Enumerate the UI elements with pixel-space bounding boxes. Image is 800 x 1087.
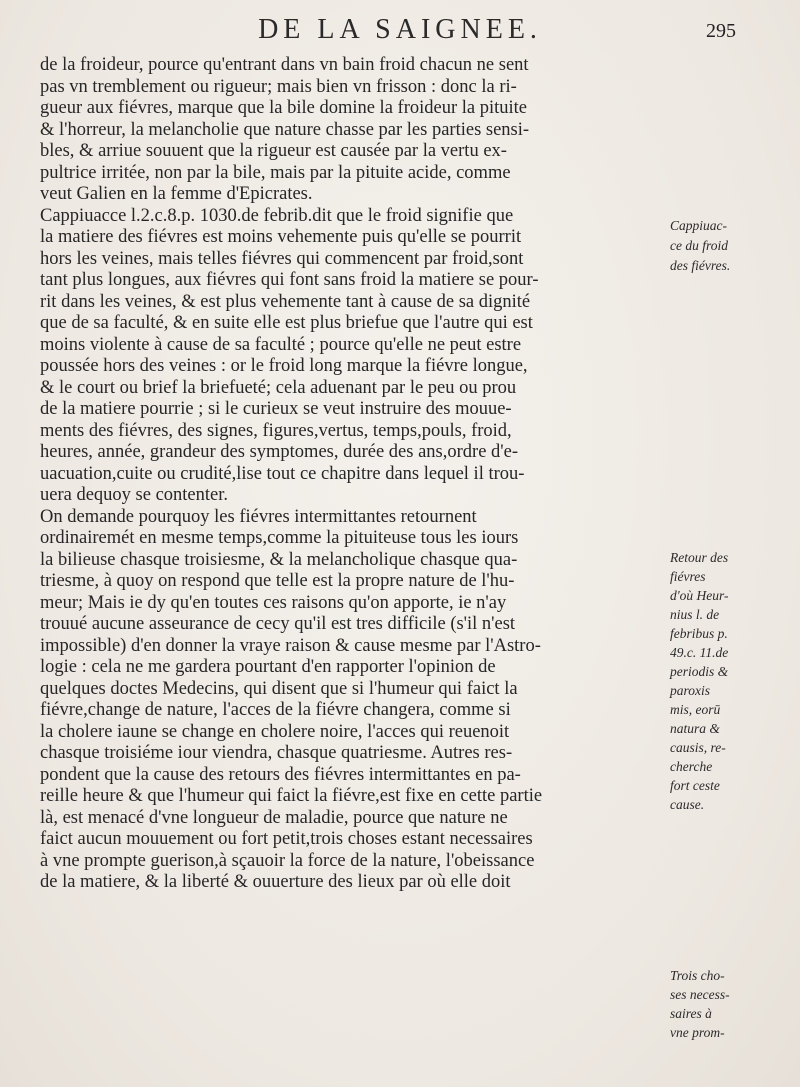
text-line: & l'horreur, la melancholie que nature chasse par les parties sensi- — [40, 119, 530, 140]
text-line: moins violente à cause de sa faculté ; pource qu'elle ne peut estre — [40, 334, 522, 355]
page-number: 295 — [706, 20, 736, 42]
text-line: uera dequoy se contenter. — [40, 485, 229, 505]
margin-note: 49.c. 11.de — [670, 645, 729, 660]
margin-note: cause. — [670, 797, 705, 812]
text-line: bles, & arriue souuent que la rigueur est causée par la vertu ex- — [40, 141, 507, 161]
margin-note: paroxis — [670, 683, 710, 698]
margin-note: ce du froid — [670, 238, 728, 253]
margin-note: fort ceste — [670, 778, 720, 793]
text-line: la cholere iaune se change en cholere noire, l'acces qui reuenoit — [40, 721, 510, 742]
margin-note: periodis & — [670, 664, 729, 679]
text-line: fiévre,change de nature, l'acces de la fiévre changera, comme si — [40, 700, 511, 720]
text-line: logie : cela ne me gardera pourtant d'en rapporter l'opinion de — [40, 657, 496, 677]
text-line: Cappiuacce l.2.c.8.p. 1030.de febrib.dit que le froid signifie que — [40, 205, 514, 226]
text-line: rit dans les veines, & est plus vehemente tant à cause de sa dignité — [40, 291, 531, 312]
margin-note: causis, re- — [670, 740, 726, 755]
text-line: heures, année, grandeur des symptomes, durée des ans,ordre d'e- — [40, 442, 518, 462]
text-line: ments des fiévres, des signes, figures,vertus, temps,pouls, froid, — [40, 420, 512, 441]
margin-note: d'où Heur- — [670, 588, 729, 603]
text-line: pondent que la cause des retours des fiévres intermittantes en pa- — [40, 764, 521, 785]
text-line: veut Galien en la femme d'Epicrates. — [40, 184, 313, 204]
margin-note: des fiévres. — [670, 258, 731, 273]
body-text — [40, 55, 660, 894]
margin-note: saires à — [670, 1006, 712, 1021]
text-line: chasque troisiéme iour viendra, chasque quatriesme. Autres res- — [40, 743, 513, 763]
text-line: meur; Mais ie dy qu'en toutes ces raisons qu'on apporte, ie n'ay — [40, 592, 507, 613]
margin-note: Trois cho- — [670, 968, 725, 983]
text-line: uacuation,cuite ou crudité,lise tout ce chapitre dans lequel il trou- — [40, 463, 525, 484]
text-line: pas vn tremblement ou rigueur; mais bien vn frisson : donc la ri- — [40, 76, 517, 97]
text-line: poussée hors des veines : or le froid long marque la fiévre longue, — [40, 356, 528, 376]
text-line: de la matiere, & la liberté & ouuerture des lieux par où elle doit — [40, 872, 511, 892]
margin-note: vne prom- — [670, 1025, 725, 1040]
text-line: triesme, à quoy on respond que telle est la propre nature de l'hu- — [40, 571, 515, 591]
text-line: gueur aux fiévres, marque que la bile domine la froideur la pituite — [40, 98, 527, 118]
text-line: tant plus longues, aux fiévres qui font sans froid la matiere se pour- — [40, 270, 539, 290]
text-line: là, est menacé d'vne longueur de maladie, pource que nature ne — [40, 807, 508, 828]
margin-note: fiévres — [670, 569, 706, 584]
text-line: la matiere des fiévres est moins vehemente puis qu'elle se pourrit — [40, 227, 522, 247]
margin-note: mis, eorū — [670, 702, 721, 717]
text-line: & le court ou brief la briefueté; cela aduenant par le peu ou prou — [40, 377, 517, 398]
text-line: de la froideur, pource qu'entrant dans vn bain froid chacun ne sent — [40, 55, 529, 75]
margin-note: ses necess- — [670, 987, 730, 1002]
margin-note: febribus p. — [670, 626, 728, 641]
text-line: ordinairemét en mesme temps,comme la pituiteuse tous les iours — [40, 528, 519, 548]
text-line: de la matiere pourrie ; si le curieux se veut instruire des mouue- — [40, 399, 512, 419]
margin-note: cherche — [670, 759, 713, 774]
running-title: DE LA SAIGNEE. — [258, 14, 542, 45]
text-line: On demande pourquoy les fiévres intermittantes retournent — [40, 506, 477, 527]
text-line: trouué aucune asseurance de cecy qu'il est tres difficile (s'il n'est — [40, 614, 516, 634]
text-line: reille heure & que l'humeur qui faict la fiévre,est fixe en cette partie — [40, 786, 543, 806]
margin-note: natura & — [670, 721, 720, 736]
margin-note: Retour des — [670, 550, 729, 565]
text-line: que de sa faculté, & en suite elle est plus briefue que l'autre qui est — [40, 313, 533, 333]
text-line: à vne prompte guerison,à sçauoir la force de la nature, l'obeissance — [40, 850, 535, 871]
margin-note: nius l. de — [670, 607, 720, 622]
text-line: impossible) d'en donner la vraye raison & cause mesme par l'Astro- — [40, 635, 541, 656]
text-line: quelques doctes Medecins, qui disent que si l'humeur qui faict la — [40, 678, 518, 699]
page-header — [60, 14, 740, 46]
text-line: faict aucun mouuement ou fort petit,trois choses estant necessaires — [40, 829, 533, 849]
margin-note: Cappiuac- — [670, 218, 727, 233]
text-line: la bilieuse chasque troisiesme, & la melancholique chasque qua- — [40, 549, 518, 570]
text-line: pultrice irritée, non par la bile, mais par la pituite acide, comme — [40, 162, 511, 183]
text-line: hors les veines, mais telles fiévres qui commencent par froid,sont — [40, 248, 524, 269]
